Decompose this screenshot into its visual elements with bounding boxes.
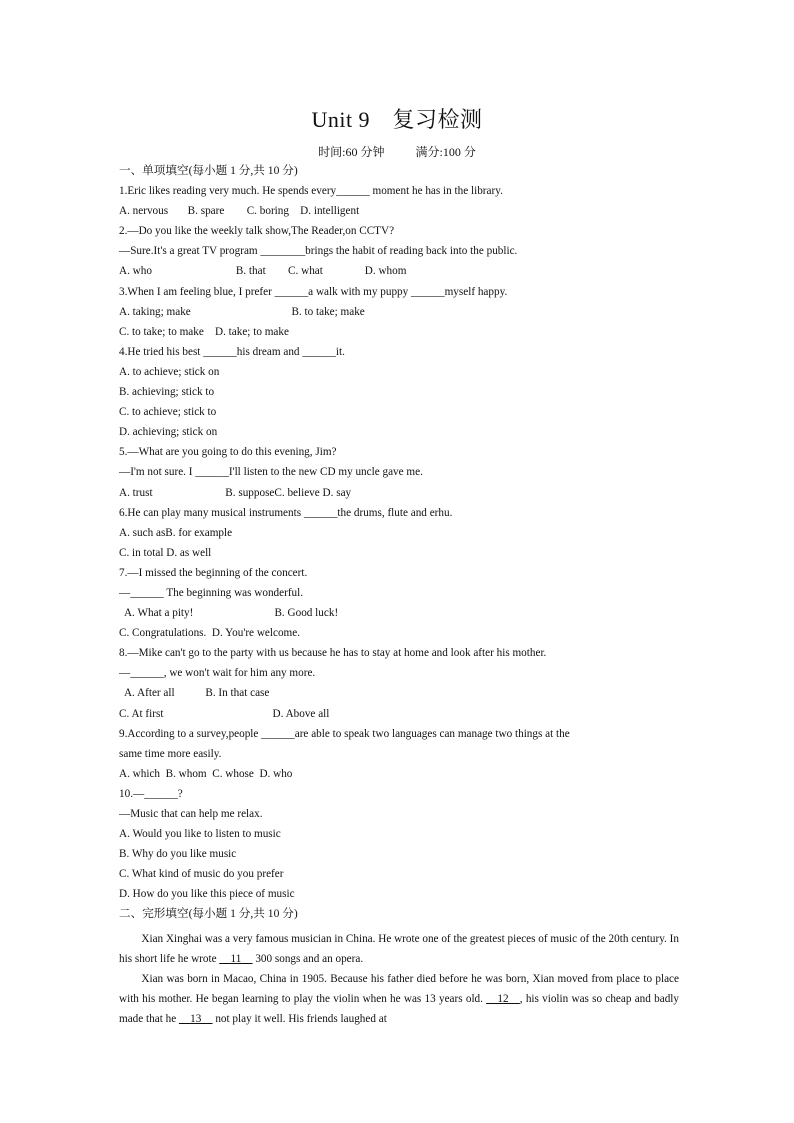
question-3-options-cd: C. to take; to make D. take; to make: [119, 325, 289, 338]
question-1-options: A. nervous B. spare C. boring D. intelligent: [119, 205, 360, 218]
question-8-options-cd: C. At first D. Above all: [119, 707, 330, 720]
question-9: 9.According to a survey,people ______are able to speak two languages can manage two things at the: [119, 727, 570, 740]
question-4: 4.He tried his best ______his dream and ______it.: [119, 345, 345, 358]
question-6-options-ab: A. such asB. for example: [119, 526, 233, 539]
question-3-options-ab: A. taking; make B. to take; make: [119, 305, 365, 318]
cloze-blank-13: __13__: [178, 1012, 213, 1025]
question-2-response: —Sure.It's a great TV program ________brings the habit of reading back into the public.: [119, 245, 518, 258]
question-4-option-d: D. achieving; stick on: [119, 426, 218, 439]
question-10: 10.—______?: [119, 787, 183, 800]
question-2: 2.—Do you like the weekly talk show,The Reader,on CCTV?: [119, 225, 395, 238]
question-8: 8.—Mike can't go to the party with us because he has to stay at home and look after his mother.: [119, 647, 547, 660]
question-4-option-b: B. achieving; stick to: [119, 386, 215, 399]
section-heading-cloze: 二、完形填空(每小题 1 分,共 10 分): [119, 907, 298, 921]
question-6: 6.He can play many musical instruments ______the drums, flute and erhu.: [119, 506, 453, 519]
question-7-options-ab: A. What a pity! B. Good luck!: [119, 607, 339, 620]
question-10-option-b: B. Why do you like music: [119, 848, 237, 861]
cloze-paragraph-2: [119, 969, 679, 1029]
question-5-options: A. trust B. supposeC. believe D. say: [119, 486, 352, 499]
question-4-option-c: C. to achieve; stick to: [119, 406, 217, 419]
question-7-options-cd: C. Congratulations. D. You're welcome.: [119, 627, 300, 640]
question-10-option-d: D. How do you like this piece of music: [119, 888, 295, 901]
question-6-options-cd: C. in total D. as well: [119, 546, 212, 559]
question-5-response: —I'm not sure. I ______I'll listen to the new CD my uncle gave me.: [119, 466, 423, 479]
cloze-text: 300 songs and an opera.: [252, 952, 364, 965]
cloze-text: , his violin was so cheap and badly made that he: [119, 992, 679, 1025]
question-4-option-a: A. to achieve; stick on: [119, 365, 220, 378]
question-1: 1.Eric likes reading very much. He spends every______ moment he has in the library.: [119, 185, 503, 198]
question-9-continued: same time more easily.: [119, 747, 222, 760]
cloze-text: Xian was born in Macao, China in 1905. Because his father died before he was born, Xian moved from place to place with his mother. He began learning to play the violin when he was 13 years old.: [119, 972, 679, 1005]
exam-content: [119, 161, 679, 1029]
section-heading-single-choice: 一、单项填空(每小题 1 分,共 10 分): [119, 164, 298, 177]
page-title: Unit 9 复习检测: [311, 107, 483, 132]
exam-meta: [0, 143, 794, 160]
cloze-text: not play it well. His friends laughed at: [212, 1012, 387, 1025]
question-10-option-c: C. What kind of music do you prefer: [119, 868, 284, 881]
question-8-response: —______, we won't wait for him any more.: [119, 667, 316, 680]
question-3: 3.When I am feeling blue, I prefer ______a walk with my puppy ______myself happy.: [119, 285, 508, 298]
question-8-options-ab: A. After all B. In that case: [119, 687, 270, 700]
question-7-response: —______ The beginning was wonderful.: [119, 586, 304, 599]
cloze-blank-12: __12__: [486, 992, 520, 1005]
cloze-paragraph-1: [119, 929, 679, 969]
question-7: 7.—I missed the beginning of the concert.: [119, 566, 308, 579]
question-9-options: A. which B. whom C. whose D. who: [119, 767, 293, 780]
exam-time: 时间:60 分钟: [318, 145, 385, 159]
question-2-options: A. who B. that C. what D. whom: [119, 265, 407, 278]
question-10-option-a: A. Would you like to listen to music: [119, 828, 281, 841]
cloze-text: Xian Xinghai was a very famous musician in China. He wrote one of the greatest pieces of music of the 20th century. In his short life he wrote: [119, 932, 679, 965]
question-5: 5.—What are you going to do this evening, Jim?: [119, 446, 337, 459]
cloze-blank-11: __11__: [219, 952, 253, 965]
exam-score: 满分:100 分: [415, 145, 476, 159]
question-10-response: —Music that can help me relax.: [119, 808, 263, 820]
